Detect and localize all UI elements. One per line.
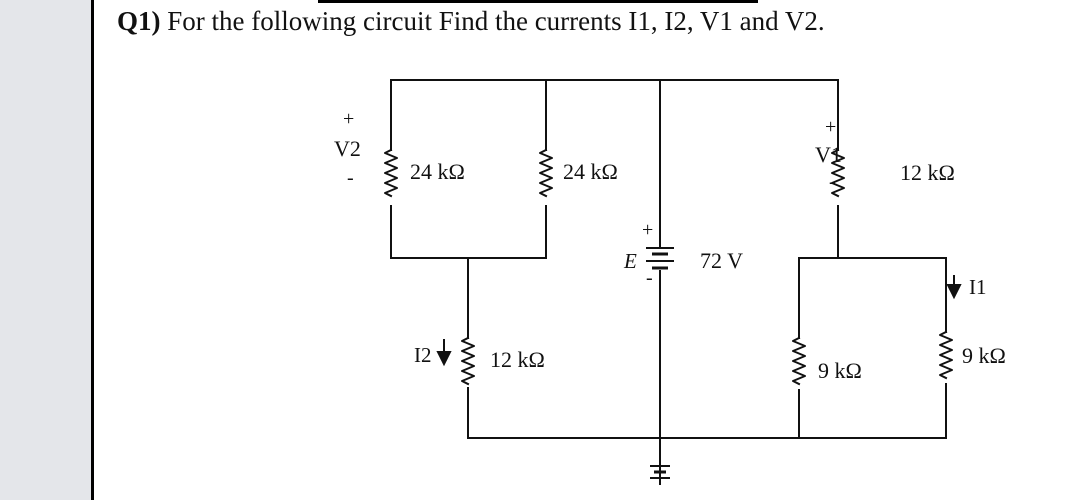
question-text: For the following circuit Find the currents I1, I2, V1 and V2. xyxy=(167,6,825,36)
resistor-r2-label: 24 kΩ xyxy=(563,159,618,184)
v2-plus: + xyxy=(343,108,355,130)
v1-minus: - xyxy=(829,171,836,193)
v1-label: V1 xyxy=(815,142,842,167)
resistor-r6-label: 9 kΩ xyxy=(962,343,1006,368)
current-i2-label: I2 xyxy=(414,343,432,367)
v2-label: V2 xyxy=(334,136,361,161)
v2-minus: - xyxy=(347,167,354,189)
resistor-r5-label: 9 kΩ xyxy=(818,358,862,383)
resistor-r2-zigzag xyxy=(540,150,552,196)
source-plus: + xyxy=(642,219,654,241)
source-minus: - xyxy=(646,267,653,289)
current-i1-label: I1 xyxy=(969,275,987,299)
resistor-r1-label: 24 kΩ xyxy=(410,159,465,184)
v1-plus: + xyxy=(825,116,837,138)
resistor-r3-zigzag xyxy=(462,338,474,384)
source-value: 72 V xyxy=(700,248,743,273)
resistor-r6-zigzag xyxy=(940,332,952,378)
resistor-r5-zigzag xyxy=(793,338,805,384)
resistor-r1-zigzag xyxy=(385,150,397,196)
current-arrow-i2-head xyxy=(438,352,450,364)
current-arrow-i1-head xyxy=(948,285,960,297)
resistor-r4-label: 12 kΩ xyxy=(900,160,955,185)
question-number: Q1) xyxy=(117,6,161,36)
source-name: E xyxy=(624,249,637,273)
resistor-r3-label: 12 kΩ xyxy=(490,347,545,372)
